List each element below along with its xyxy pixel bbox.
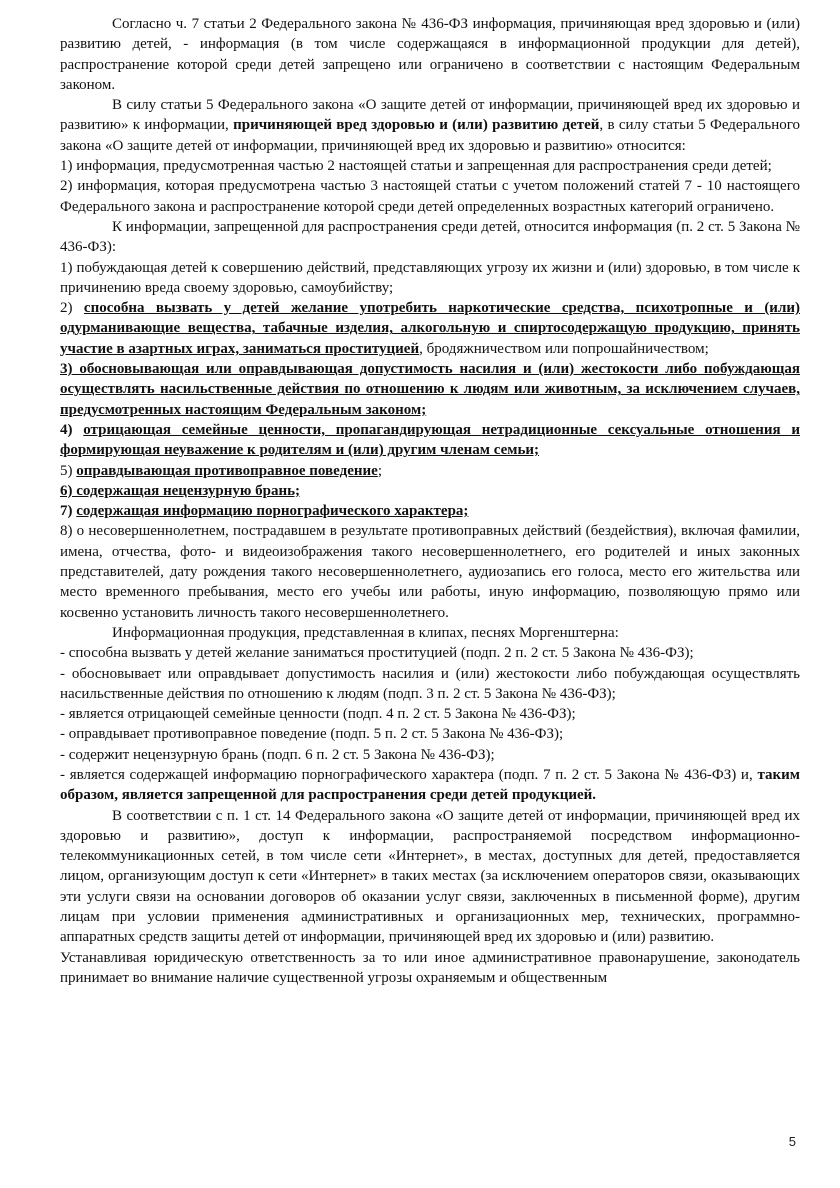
paragraph-article14: В соответствии с п. 1 ст. 14 Федерального закона «О защите детей от информации, причиняющей вред их здоровью и развитию», доступ к информации, распространяемой посредством информационно-телекоммуникационных сетей, в том числе сети «Интернет», в местах, доступных для детей, предоставляется лицом, организующим доступ к сети «Интернет» в таких местах (за исключением операторов связи, оказывающих эти услуги связи на основании договоров об оказании услуг связи, заключенных в письменной форме), другим лицам при условии применения административных и организационных мер, технических, программно-аппаратных средств защиты детей от информации, причиняющей вред их здоровью и (или) развитию. [60,807,800,946]
list-item [60,461,800,481]
list-item: 3) обосновывающая или оправдывающая допустимость насилия и (или) жестокости либо побуждающая осуществлять насильственные действия по отношению к людям или животным, за исключением случаев, предусмотренных настоящим Федеральным законом; [60,361,800,418]
paragraph-article5 [60,95,800,156]
text-run: , в силу статьи 5 Федерального закона «О защите детей от информации, причиняющей вред их здоровью и развитию» относится: [60,117,800,154]
list-item: 6) содержащая нецензурную брань; [60,482,301,499]
document-page [60,14,800,1164]
paragraph-liability: Устанавливая юридическую ответственность за то или иное административное правонарушение, законодатель принимает во внимание наличие существенной угрозы охраняемым и общественным [60,949,800,986]
list-item [60,420,800,461]
item-number: 7) [60,503,77,520]
list-item: 1) побуждающая детей к совершению действий, представляющих угрозу их жизни и (или) здоровью, в том числе к причинению вреда своему здоровью, самоубийству; [60,259,800,296]
list-item: - оправдывает противоправное поведение (подп. 5 п. 2 ст. 5 Закона № 436-ФЗ); [60,726,564,743]
paragraph-prohibited-info: К информации, запрещенной для распространения среди детей, относится информация (п. 2 ст. 5 Закона № 436-ФЗ): [60,218,800,256]
bold-underlined-text: оправдывающая противоправное поведение [76,462,378,479]
list-item [60,298,800,359]
text-run: В силу статьи 5 Федерального закона «О защите детей от информации, причиняющей вред их здоровью и развитию» к информации, [60,97,800,134]
list-item [60,501,800,521]
paragraph-morgenshtern: Информационная продукция, представленная в клипах, песнях Моргенштерна: [112,624,619,641]
list-item: 1) информация, предусмотренная частью 2 настоящей статьи и запрещенная для распространения среди детей; [60,158,772,175]
page-number: 5 [788,1134,796,1149]
item-number: 5) [60,462,77,479]
item-number: 4) [60,421,84,438]
bold-underlined-text: отрицающая семейные ценности, пропагандирующая нетрадиционные сексуальные отношения и формирующая неуважение к родителям и (или) другим членам семьи; [60,421,800,459]
text-run: , бродяжничеством или попрошайничеством; [419,340,709,357]
list-item: - является отрицающей семейные ценности (подп. 4 п. 2 ст. 5 Закона № 436-ФЗ); [60,706,576,723]
bold-text: таким образом, является запрещенной для распространения среди детей продукцией. [60,766,800,804]
list-item [60,765,800,806]
list-item: - способна вызвать у детей желание заниматься проституцией (подп. 2 п. 2 ст. 5 Закона № 436-ФЗ); [60,645,694,662]
text-run: - является содержащей информацию порнографического характера (подп. 7 п. 2 ст. 5 Закона № 436-ФЗ) и, [60,766,758,783]
list-item: 2) информация, которая предусмотрена частью 3 настоящей статьи с учетом положений статей 7 - 10 настоящего Федерального закона и распространение которой среди детей определенных возрастных категорий ограничено. [60,178,800,215]
list-item: - обосновывает или оправдывает допустимость насилия и (или) жестокости либо побуждающая осуществлять насильственные действия по отношению к людям (подп. 3 п. 2 ст. 5 Закона № 436-ФЗ); [60,665,800,702]
text-run: ; [377,462,382,479]
item-number: 2) [60,300,84,317]
list-item: - содержит нецензурную брань (подп. 6 п. 2 ст. 5 Закона № 436-ФЗ); [60,746,495,763]
bold-underlined-text: способна вызвать у детей желание употребить наркотические средства, психотропные и (или) одурманивающие вещества, табачные изделия, алкогольную и спиртосодержащую продукцию, принять участие в азартных играх, заниматься проституцией [60,300,800,357]
list-item: 8) о несовершеннолетнем, пострадавшем в результате противоправных действий (бездействия), включая фамилии, имена, отчества, фото- и видеоизображения такого несовершеннолетнего, его родителей и иных законных представителей, дату рождения такого несовершеннолетнего, аудиозапись его голоса, место его жительства или место временного пребывания, место его учебы или работы, иную информацию, позволяющую прямо или косвенно установить личность такого несовершеннолетнего. [60,523,800,621]
paragraph-intro: Согласно ч. 7 статьи 2 Федерального закона № 436-ФЗ информация, причиняющая вред здоровью и (или) развитию детей, - информация (в том числе содержащаяся в информационной продукции для детей), распространение которой среди детей запрещено или ограничено в соответствии с настоящим Федеральным законом. [60,16,800,93]
bold-text: причиняющей вред здоровью и (или) развитию детей [233,117,600,134]
bold-underlined-text: содержащая информацию порнографического характера; [76,503,469,520]
